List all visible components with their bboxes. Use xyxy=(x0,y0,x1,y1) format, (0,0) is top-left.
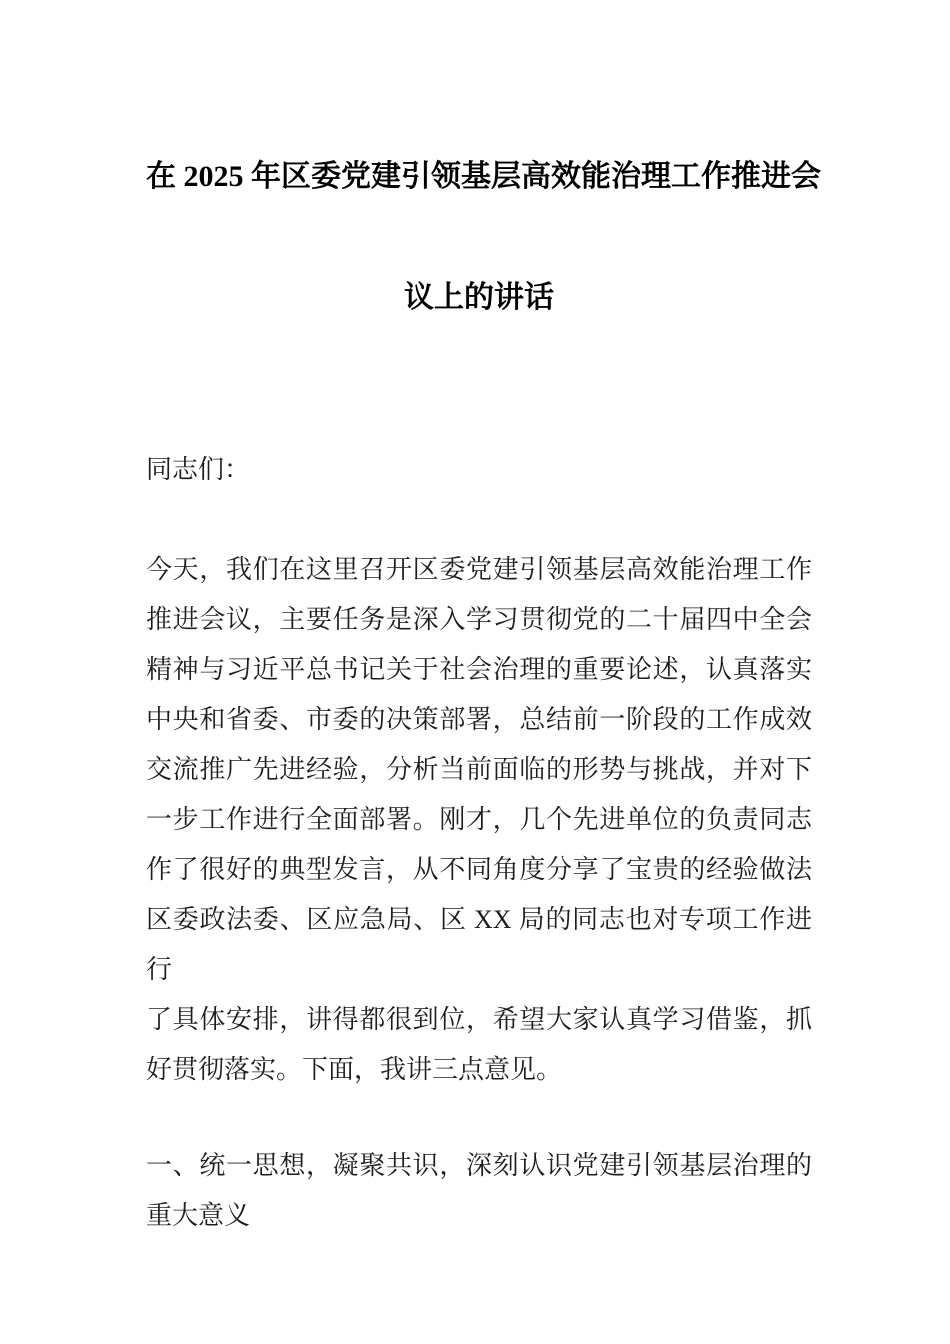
paragraph-line: 精神与习近平总书记关于社会治理的重要论述，认真落实 xyxy=(146,655,812,684)
document-title-line-2: 议上的讲话 xyxy=(404,281,554,314)
paragraph-line: 一步工作进行全面部署。刚才，几个先进单位的负责同志 xyxy=(146,805,812,834)
section-heading-line: 重大意义 xyxy=(146,1201,251,1230)
document-title-line-1: 在 2025 年区委党建引领基层高效能治理工作推进会 xyxy=(146,160,821,193)
opening-paragraph xyxy=(146,545,812,1095)
paragraph-line: 作了很好的典型发言，从不同角度分享了宝贵的经验做法 xyxy=(146,855,812,884)
paragraph-line: 中央和省委、市委的决策部署，总结前一阶段的工作成效 xyxy=(146,705,812,734)
paragraph-line: 今天，我们在这里召开区委党建引领基层高效能治理工作 xyxy=(146,555,812,584)
paragraph-line: 好贯彻落实。下面，我讲三点意见。 xyxy=(146,1055,563,1084)
paragraph-line: 交流推广先进经验，分析当前面临的形势与挑战，并对下 xyxy=(146,755,812,784)
paragraph-line: 区委政法委、区应急局、区 XX 局的同志也对专项工作进行 xyxy=(146,905,812,984)
salutation: 同志们： xyxy=(146,455,251,484)
section-heading xyxy=(146,1141,812,1241)
section-heading-line: 一、统一思想，凝聚共识，深刻认识党建引领基层治理的 xyxy=(146,1151,812,1180)
paragraph-line: 了具体安排，讲得都很到位，希望大家认真学习借鉴，抓 xyxy=(146,1005,812,1034)
document-title xyxy=(146,116,821,358)
paragraph-line: 推进会议，主要任务是深入学习贯彻党的二十届四中全会 xyxy=(146,605,812,634)
